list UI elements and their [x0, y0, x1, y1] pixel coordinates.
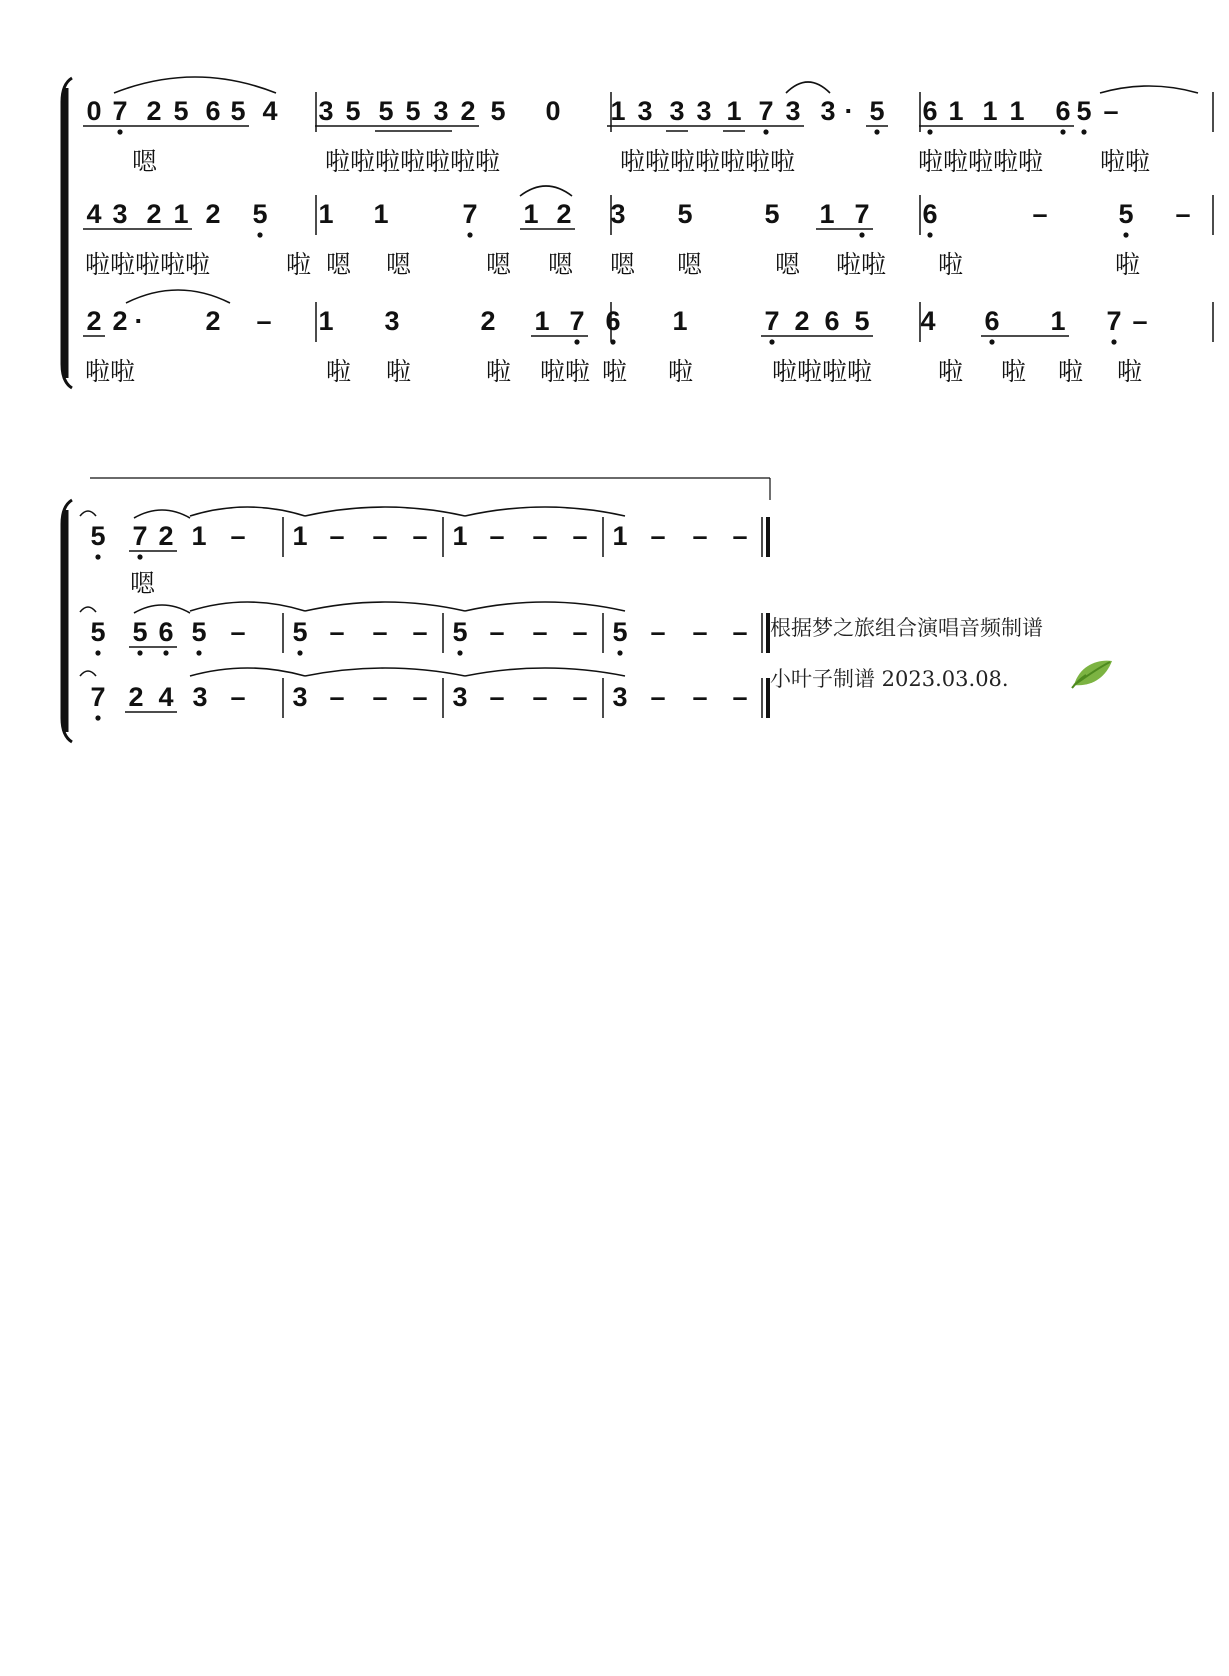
note-digit: 1	[452, 521, 468, 551]
measure	[610, 199, 873, 238]
note-digit: 7	[462, 199, 478, 229]
measure	[292, 682, 427, 712]
measure	[90, 617, 245, 656]
note-digit: 3	[696, 96, 712, 126]
measure	[90, 682, 245, 721]
dash-extension: –	[256, 306, 272, 336]
dash-extension: –	[692, 521, 708, 551]
tie	[190, 507, 305, 516]
tie	[305, 602, 465, 611]
lower-octave-dot	[297, 650, 302, 655]
note-digit: 7	[132, 521, 148, 551]
note-digit: 7	[1106, 306, 1122, 336]
note-digit: 2	[146, 199, 162, 229]
lyric-syllables: 啦	[326, 357, 352, 386]
note-digit: 7	[758, 96, 774, 126]
credit-source: 根据梦之旅组合演唱音频制谱	[770, 616, 1043, 640]
dash-extension: –	[692, 617, 708, 647]
lower-octave-dot	[257, 232, 262, 237]
lyric-syllables: 嗯	[132, 147, 158, 176]
dash-extension: –	[372, 682, 388, 712]
dash-extension: –	[572, 617, 588, 647]
lyric-syllables: 啦	[386, 357, 412, 386]
lyric-syllables: 嗯	[775, 250, 801, 279]
lyric-syllables: 啦	[602, 357, 628, 386]
lyric-syllables: 啦	[1058, 357, 1084, 386]
dash-extension: –	[650, 617, 666, 647]
dash-extension: –	[532, 521, 548, 551]
lyric-syllables: 嗯	[386, 250, 412, 279]
note-digit: 1	[819, 199, 835, 229]
system1-staff-2	[83, 195, 1213, 279]
lyric-syllables: 啦	[668, 357, 694, 386]
note-digit: 1	[672, 306, 688, 336]
note-digit: 5	[252, 199, 268, 229]
note-digit: 2	[794, 306, 810, 336]
note-digit: 5	[677, 199, 693, 229]
lyric-syllables: 嗯	[610, 250, 636, 279]
lower-octave-dot	[117, 129, 122, 134]
dash-extension: –	[329, 682, 345, 712]
note-digit: 3	[318, 96, 334, 126]
dash-extension: –	[489, 617, 505, 647]
note-digit: 2	[128, 682, 144, 712]
measure	[607, 96, 888, 135]
note-digit: 6	[605, 306, 621, 336]
tie	[465, 507, 625, 516]
note-digit: 5	[1076, 96, 1092, 126]
note-digit: 2	[556, 199, 572, 229]
tie	[305, 668, 465, 676]
tie	[190, 668, 305, 676]
dash-extension: –	[230, 521, 246, 551]
lower-octave-dot	[1123, 232, 1128, 237]
dash-extension: –	[650, 682, 666, 712]
lyric-syllables: 嗯	[486, 250, 512, 279]
lyric-syllables: 啦	[938, 250, 964, 279]
note-digit: 5	[345, 96, 361, 126]
note-digit: 5	[764, 199, 780, 229]
lower-octave-dot	[1081, 129, 1086, 134]
note-digit: 7	[764, 306, 780, 336]
lower-octave-dot	[927, 232, 932, 237]
note-digit: 3	[292, 682, 308, 712]
note-digit: 2	[146, 96, 162, 126]
lyric-syllables: 啦啦啦啦啦	[918, 147, 1044, 176]
note-digit: 1	[318, 306, 334, 336]
dash-extension: –	[732, 682, 748, 712]
system2-staff-2	[90, 613, 768, 656]
note-digit: 6	[1055, 96, 1071, 126]
lyric-syllables: 啦	[1001, 357, 1027, 386]
note-digit: 6	[824, 306, 840, 336]
tie	[465, 668, 625, 676]
note-digit: 2	[480, 306, 496, 336]
dash-extension: –	[1103, 96, 1119, 126]
lyric-syllables: 嗯	[677, 250, 703, 279]
note-digit: 7	[854, 199, 870, 229]
note-digit: 5	[405, 96, 421, 126]
credit-author: 小叶子制谱 2023.03.08.	[770, 667, 1009, 691]
note-digit: 1	[191, 521, 207, 551]
note-digit: 0	[86, 96, 102, 126]
note-digit: 1	[523, 199, 539, 229]
note-digit: 6	[984, 306, 1000, 336]
note-digit: 3	[669, 96, 685, 126]
dash-extension: –	[329, 617, 345, 647]
lower-octave-dot	[617, 650, 622, 655]
measure	[452, 682, 587, 712]
measure	[83, 306, 272, 336]
measure	[318, 199, 575, 238]
system2-staff-1	[90, 517, 768, 598]
lower-octave-dot	[769, 339, 774, 344]
note-digit: 6	[922, 96, 938, 126]
lyric-syllables: 啦	[938, 357, 964, 386]
dash-extension: –	[650, 521, 666, 551]
dash-extension: –	[372, 521, 388, 551]
lyric-syllables: 啦啦啦啦啦啦啦	[325, 147, 501, 176]
note-digit: 3	[820, 96, 836, 126]
slur	[114, 77, 276, 93]
dash-extension: –	[732, 617, 748, 647]
tie	[190, 602, 305, 611]
note-digit: 5	[230, 96, 246, 126]
dash-extension: –	[372, 617, 388, 647]
dash-extension: –	[230, 682, 246, 712]
dash-extension: –	[1132, 306, 1148, 336]
lower-octave-dot	[574, 339, 579, 344]
note-digit: 1	[948, 96, 964, 126]
lower-octave-dot	[457, 650, 462, 655]
note-digit: 7	[90, 682, 106, 712]
measure	[612, 682, 747, 712]
note-digit: 6	[922, 199, 938, 229]
note-digit: 1	[1050, 306, 1066, 336]
measure	[315, 96, 561, 131]
lyric-syllables: 嗯	[326, 250, 352, 279]
note-digit: 3	[612, 682, 628, 712]
note-digit: 7	[569, 306, 585, 336]
note-digit: 5	[452, 617, 468, 647]
tie	[465, 602, 625, 611]
lower-octave-dot	[859, 232, 864, 237]
lyric-syllables: 啦啦啦啦啦啦啦	[620, 147, 796, 176]
note-digit: 4	[920, 306, 936, 336]
note-digit: ·	[844, 96, 854, 126]
lyric-syllables: 啦	[1115, 250, 1141, 279]
slur	[520, 186, 572, 196]
note-digit: 5	[869, 96, 885, 126]
note-digit: 4	[86, 199, 102, 229]
lyric-syllables: 啦啦啦啦	[772, 357, 873, 386]
dash-extension: –	[329, 521, 345, 551]
note-digit: 2	[112, 306, 128, 336]
note-digit: 3	[433, 96, 449, 126]
note-digit: 1	[982, 96, 998, 126]
dash-extension: –	[1175, 199, 1191, 229]
lower-octave-dot	[467, 232, 472, 237]
note-digit: 2	[158, 521, 174, 551]
measure	[920, 306, 1147, 345]
dash-extension: –	[532, 617, 548, 647]
lower-octave-dot	[95, 554, 100, 559]
tie	[305, 507, 465, 516]
note-digit: ·	[134, 306, 144, 336]
slur	[126, 290, 230, 303]
note-digit: 6	[158, 617, 174, 647]
note-digit: 5	[1118, 199, 1134, 229]
dash-extension: –	[489, 682, 505, 712]
dash-extension: –	[572, 682, 588, 712]
note-digit: 3	[112, 199, 128, 229]
note-digit: 2	[205, 199, 221, 229]
note-digit: 1	[610, 96, 626, 126]
lower-octave-dot	[95, 650, 100, 655]
leaf-icon	[1070, 655, 1114, 691]
note-digit: 2	[460, 96, 476, 126]
note-digit: 1	[534, 306, 550, 336]
note-digit: 5	[378, 96, 394, 126]
measure	[452, 617, 587, 656]
tie	[80, 511, 96, 516]
measure	[612, 617, 747, 656]
tie	[1100, 86, 1198, 93]
dash-extension: –	[732, 521, 748, 551]
note-digit: 0	[545, 96, 561, 126]
note-digit: 1	[612, 521, 628, 551]
tie	[786, 82, 830, 93]
measure	[919, 96, 1119, 135]
lyric-syllables: 啦啦	[1100, 147, 1151, 176]
dash-extension: –	[572, 521, 588, 551]
note-digit: 1	[1009, 96, 1025, 126]
dash-extension: –	[692, 682, 708, 712]
lyric-syllables: 啦啦啦啦啦	[85, 250, 211, 279]
measure	[292, 617, 427, 656]
note-digit: 5	[292, 617, 308, 647]
lower-octave-dot	[989, 339, 994, 344]
note-digit: 6	[205, 96, 221, 126]
lower-octave-dot	[196, 650, 201, 655]
lower-octave-dot	[763, 129, 768, 134]
lyric-syllables: 啦	[286, 250, 312, 279]
note-digit: 5	[191, 617, 207, 647]
note-digit: 5	[132, 617, 148, 647]
lower-octave-dot	[95, 715, 100, 720]
lyric-syllables: 啦啦	[85, 357, 136, 386]
note-digit: 5	[612, 617, 628, 647]
measure	[922, 199, 1190, 238]
lyric-syllables: 嗯	[130, 569, 156, 598]
lower-octave-dot	[137, 554, 142, 559]
measure	[83, 199, 268, 238]
system2-staff-3	[90, 678, 768, 721]
dash-extension: –	[532, 682, 548, 712]
measure	[452, 521, 587, 551]
note-digit: 3	[785, 96, 801, 126]
note-digit: 4	[262, 96, 278, 126]
note-digit: 2	[86, 306, 102, 336]
note-digit: 1	[318, 199, 334, 229]
dash-extension: –	[230, 617, 246, 647]
note-digit: 5	[90, 521, 106, 551]
lower-octave-dot	[1060, 129, 1065, 134]
note-digit: 3	[610, 199, 626, 229]
note-digit: 1	[173, 199, 189, 229]
lower-octave-dot	[1111, 339, 1116, 344]
dash-extension: –	[412, 521, 428, 551]
note-digit: 3	[384, 306, 400, 336]
lyric-syllables: 啦	[1117, 357, 1143, 386]
lyric-syllables: 啦啦	[540, 357, 591, 386]
note-digit: 5	[490, 96, 506, 126]
measure	[83, 96, 278, 135]
measure	[318, 306, 588, 345]
note-digit: 3	[637, 96, 653, 126]
lower-octave-dot	[927, 129, 932, 134]
measure	[90, 521, 245, 560]
measure	[612, 521, 747, 551]
system1-staff-3	[83, 302, 1213, 386]
note-digit: 3	[452, 682, 468, 712]
note-digit: 5	[90, 617, 106, 647]
lyric-syllables: 嗯	[548, 250, 574, 279]
system1-staff-1	[83, 92, 1213, 176]
lower-octave-dot	[874, 129, 879, 134]
note-digit: 1	[292, 521, 308, 551]
note-digit: 5	[854, 306, 870, 336]
measure	[605, 306, 873, 345]
note-digit: 1	[373, 199, 389, 229]
lyric-syllables: 啦	[486, 357, 512, 386]
lower-octave-dot	[163, 650, 168, 655]
dash-extension: –	[489, 521, 505, 551]
note-digit: 4	[158, 682, 174, 712]
note-digit: 7	[112, 96, 128, 126]
tie	[80, 671, 96, 676]
measure	[292, 521, 427, 551]
dash-extension: –	[1032, 199, 1048, 229]
slur	[134, 605, 190, 613]
lower-octave-dot	[137, 650, 142, 655]
dash-extension: –	[412, 682, 428, 712]
tie	[80, 607, 96, 612]
note-digit: 1	[726, 96, 742, 126]
note-digit: 2	[205, 306, 221, 336]
note-digit: 5	[173, 96, 189, 126]
lyric-syllables: 啦啦	[836, 250, 887, 279]
slur	[134, 510, 190, 518]
dash-extension: –	[412, 617, 428, 647]
note-digit: 3	[192, 682, 208, 712]
